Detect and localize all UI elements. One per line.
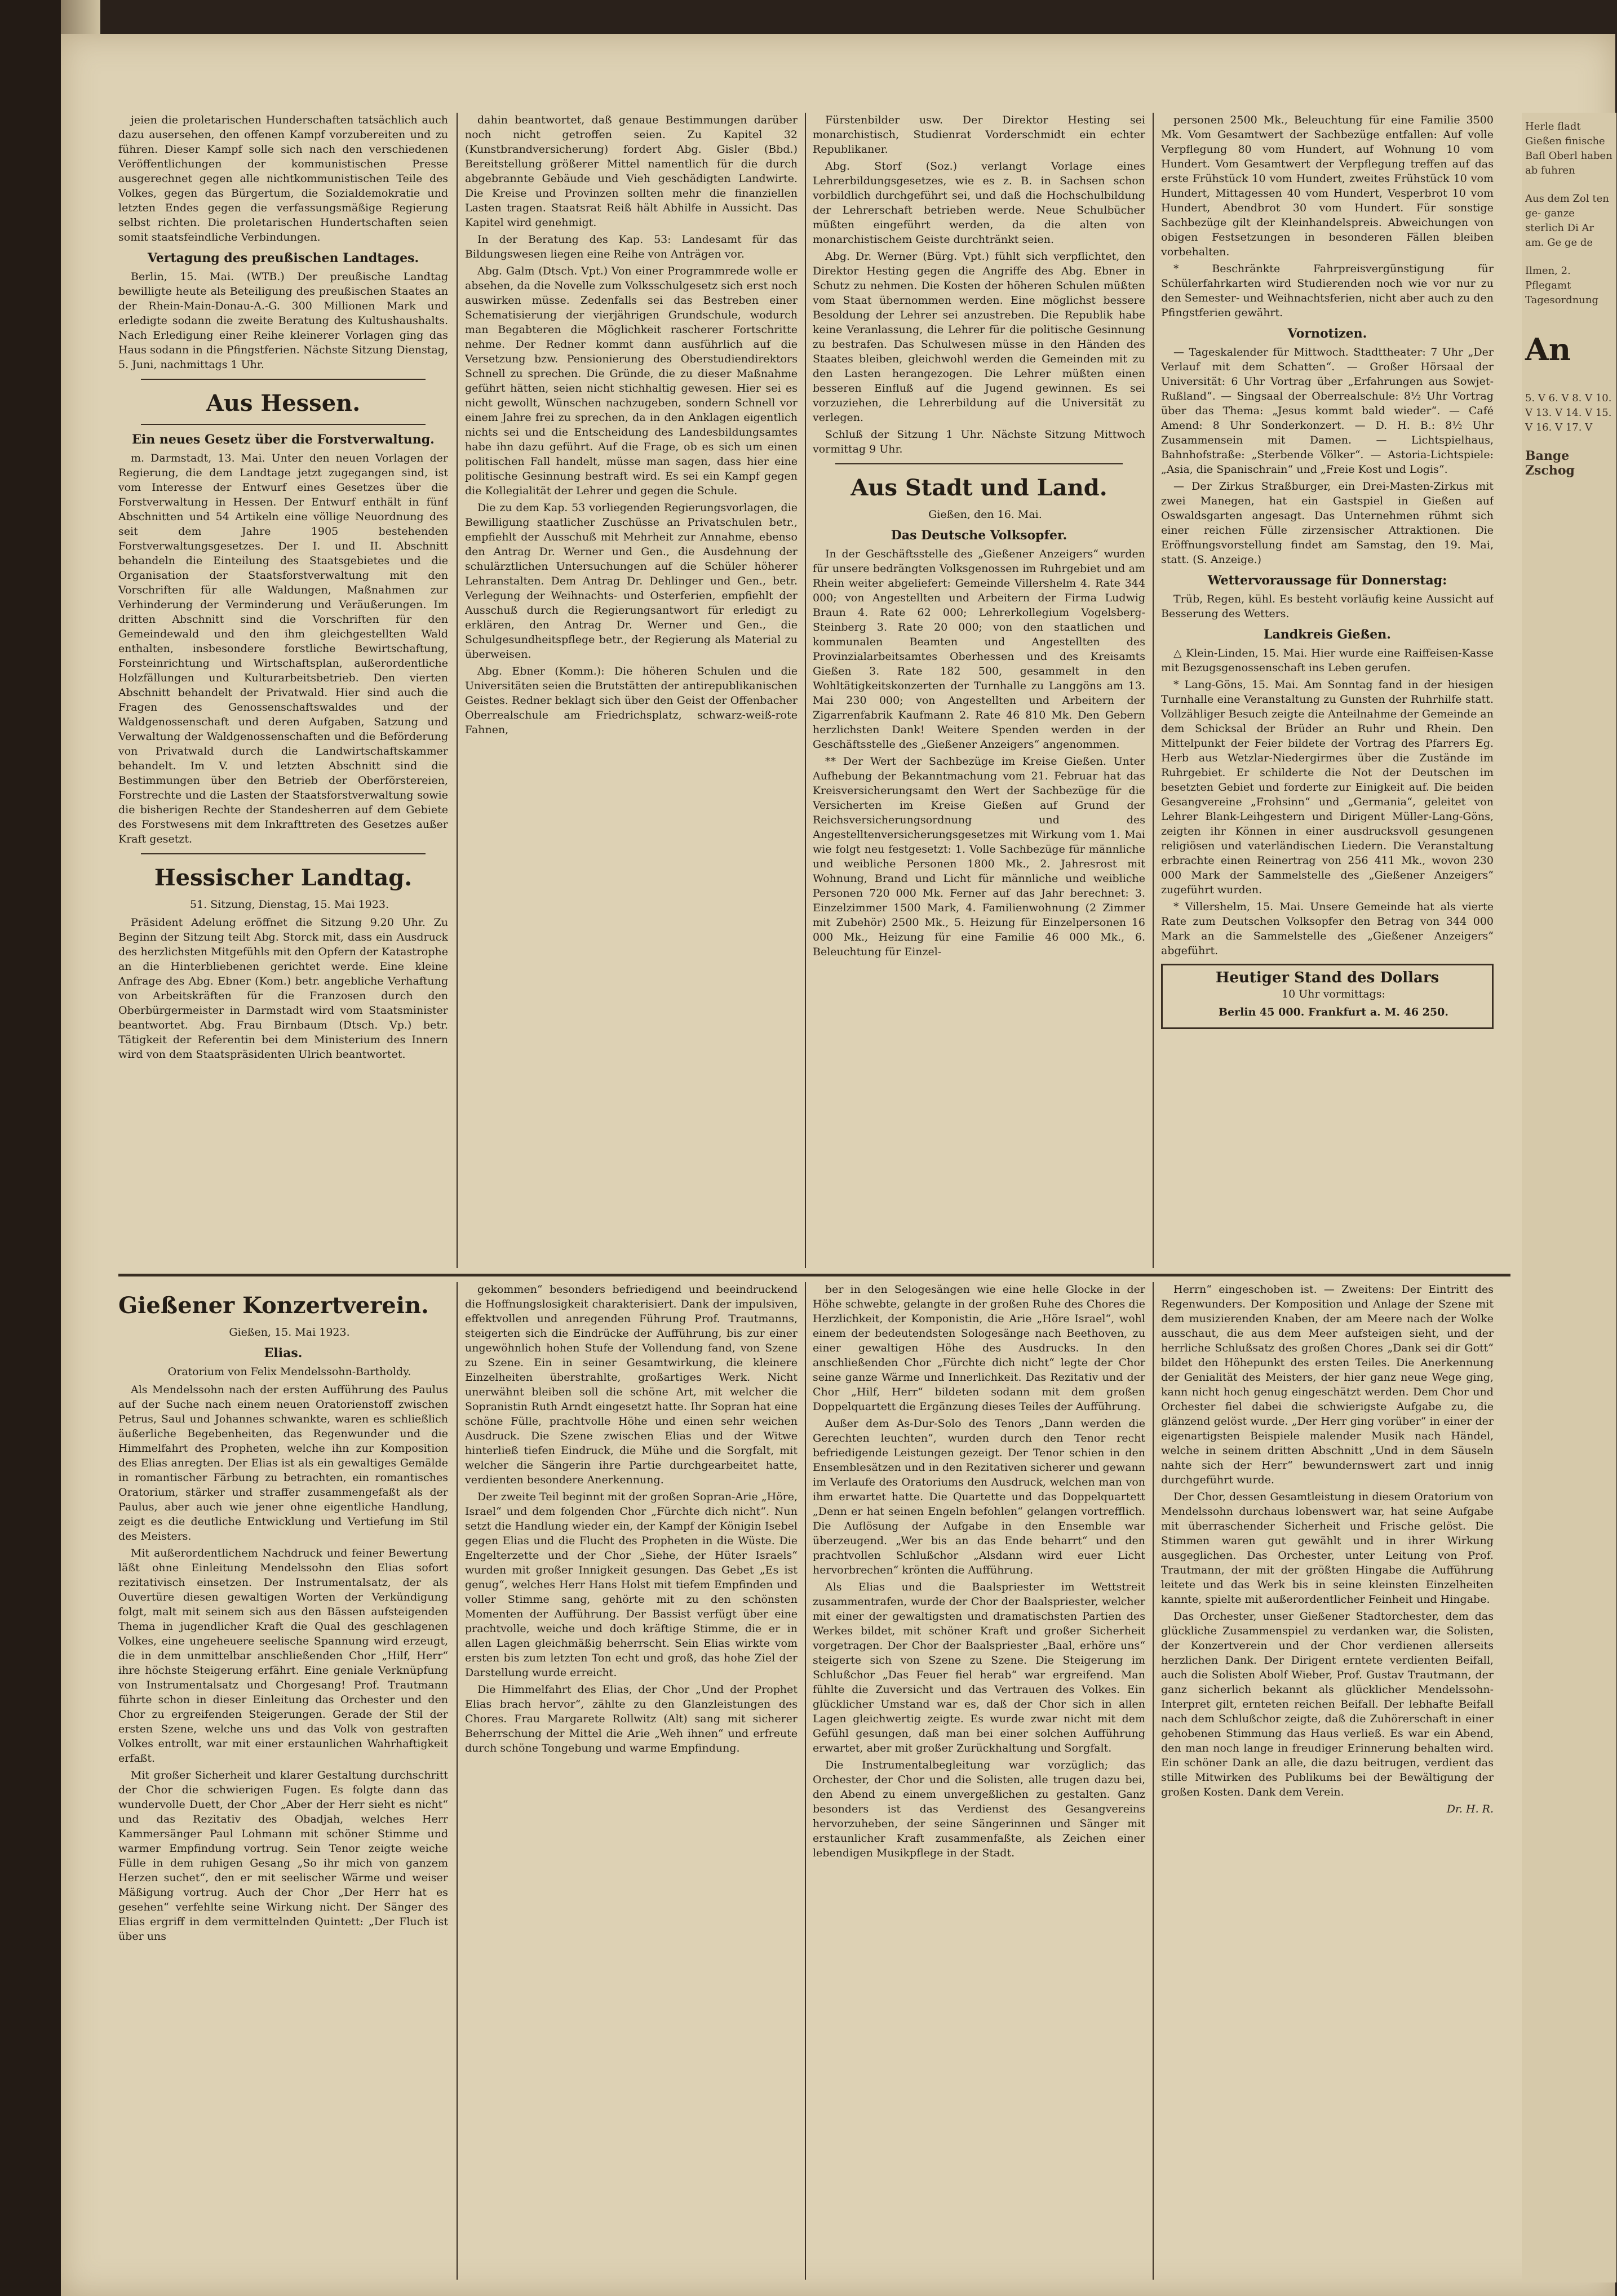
article-wetter: Trüb, Regen, kühl. Es besteht vorläufig keine Aussicht auf Besserung des Wetters.	[1161, 593, 1494, 620]
top-column-1	[118, 113, 448, 1268]
article-sachbezuege: ** Der Wert der Sachbezüge im Kreise Gießen. Unter Aufhebung der Bekanntmachung vom 21. Februar hat das Kreisversicherungsamt den Wert der Sachbezüge für die Versicherten im Kreise Gießen auf Grund der Reichsversicherungsordnung und des Angestelltenversicherungsgesetzes mit Wirkung vom 1. Mai wie folgt neu festgesetzt: 1. Volle Sachbezüge für männliche und weibliche Personen 1800 Mk., 2. Jahresrost mit Wohnung, Brand und Licht für männliche und weibliche Personen 720 000 Mk. Ferner auf das Jahr berechnet: 3. Einzelzimmer 1500 Mark, 4. Familienwohnung (2 Zimmer mit Zubehör) 2500 Mk., 5. Heizung für Einzelpersonen 16 000 Mk., Heizung für eine Familie 46 000 Mk., 6. Beleuchtung für Einzel-	[813, 755, 1145, 958]
review-paragraph-5: Der zweite Teil beginnt mit der großen Sopran-Arie „Höre, Israel“ und dem folgenden Chor „Fürchte dich nicht“. Nun setzt die Handlung wieder ein, der Kampf der Königin Isebel gegen Elias und die Flucht des Propheten in die Wüste. Die Engelterzette und der Chor „Siehe, der Hüter Israels“ wurden mit großer Innigkeit gesungen. Das Gebet „Es ist genug“, welches Herr Hans Holst mit tiefem Empfinden und voller Stimme sang, gehörte mit zu den schönsten Momenten der Aufführung. Der Bassist verfügt über eine prachtvolle, weiche und doch kräftige Stimme, die er in allen Lagen gleichmäßig beherrscht. Sein Elias wirkte vom ersten bis zum letzten Ton echt und groß, das hohe Ziel der Darstellung wurde erreicht.	[465, 1491, 798, 1679]
section-title-stadt-und-land: Aus Stadt und Land.	[850, 475, 1107, 501]
adjacent-text-2: Aus dem Zol ten ge- ganze sterlich Di Ar am. Ge ge de	[1525, 193, 1609, 249]
bottom-column-4	[1161, 1282, 1494, 2280]
divider	[835, 463, 1123, 464]
article-tageskalender: — Tageskalender für Mittwoch. Stadttheater: 7 Uhr „Der Verlauf mit dem Schatten“. — Großer Hörsaal der Universität: 6 Uhr Vortrag über „Erfahrungen aus Sowjet-Rußland“. — Singsaal der Oberrealschule: 8½ Uhr Vortrag über das Thema: „Jesus kommt bald wieder“. — Café Amend: 8 Uhr Sonderkonzert. — D. H. B.: 8½ Uhr Zusammensein mit Damen. — Lichtspielhaus, Bahnhofstraße: „Sterbende Völker“. — Astoria-Lichtspiele: „Asia, die Spanischrain“ und „Freie Kost und Logis“.	[1161, 346, 1494, 476]
heading-landkreis: Landkreis Gießen.	[1264, 627, 1391, 642]
article-landtag-cont-2: In der Beratung des Kap. 53: Landesamt für das Bildungswesen liegen eine Reihe von Anträgen vor.	[465, 233, 798, 260]
review-paragraph-6: Die Himmelfahrt des Elias, der Chor „Und der Prophet Elias brach hervor“, zählte zu den Glanzleistungen des Chores. Frau Margarete Rollwitz (Alt) sang mit sicherer Beherrschung der Mittel die Arie „Weh ihnen“ und erfreute durch schöne Tongebung und warme Empfindung.	[465, 1683, 798, 1754]
heading-vertagung: Vertagung des preußischen Landtages.	[147, 251, 419, 265]
bottom-column-2	[465, 1282, 798, 2280]
column-rule	[457, 113, 458, 1268]
bottom-column-1	[118, 1282, 448, 2280]
column-rule	[805, 113, 806, 1268]
section-separator	[118, 1274, 1510, 1276]
article-klein-linden: △ Klein-Linden, 15. Mai. Hier wurde eine Raiffeisen-Kasse mit Bezugsgenossenschaft ins Leben gerufen.	[1161, 647, 1494, 674]
review-paragraph-1: Als Mendelssohn nach der ersten Aufführung des Paulus auf der Suche nach einem neuen Oratorienstoff zwischen Petrus, Saul und Johannes schwankte, waren es schließlich äußerliche Begebenheiten, das Regenwunder und die Himmelfahrt des Propheten, welche ihn zur Komposition des Elias anregten. Der Elias ist als ein gewaltiges Gemälde in romantischer Färbung zu betrachten, ein romantisches Oratorium, stärker und straffer zusammengefaßt als der Paulus, aber auch wie jener ohne eigentliche Handlung, zeigt es die deutliche Entwicklung und Vertiefung im Stil des Meisters.	[118, 1384, 448, 1543]
article-landtag-cont-1: dahin beantwortet, daß genaue Bestimmungen darüber noch nicht getroffen seien. Zu Kapitel 32 (Kunstbrandversicherung) fordert Abg. Gisler (Bbd.) Bereitstellung größerer Mittel namentlich für die durch abgebrannte Gebäude und Vieh geschädigten Landwirte. Die Kreise und Provinzen sollten mehr die finanziellen Lasten tragen. Staatsrat Reiß hält Abhilfe in Aussicht. Das Kapitel wird genehmigt.	[465, 114, 798, 229]
article-hundertschaften-end: jeien die proletarischen Hunderschaften tatsächlich auch dazu ausersehen, den offenen Kampf vorzubereiten und zu führen. Dieser Kampf solle sich nach den verschiedenen Veröffentlichungen der kommunistischen Presse ausgerechnet gegen alle nichtkommunistischen Teile des Volkes, gegen das Bürgertum, die Sozialdemokratie und letzten Endes gegen die verfassungsmäßige Regierung selbst richten. Die proletarischen Hundertschaften seien somit staatsfeindliche Verbindungen.	[118, 114, 448, 243]
dollar-subtitle: 10 Uhr vormittags:	[1282, 988, 1385, 1000]
dollar-values: Berlin 45 000. Frankfurt a. M. 46 250.	[1219, 1006, 1448, 1018]
heading-vornotizen: Vornotizen.	[1287, 326, 1367, 341]
section-title-hessischer-landtag: Hessischer Landtag.	[154, 865, 413, 891]
divider	[141, 853, 426, 854]
review-paragraph-13: Das Orchester, unser Gießener Stadtorchester, dem das glückliche Zusammenspiel zu verdanken war, die Solisten, der Konzertverein und der Chor verdienen allerseits herzlichen Dank. Der Dirigent erntete verdienten Beifall, auch die Solisten Abolf Wieber, Prof. Gustav Trautmann, der ganz sicherlich bekannt als glücklicher Mendelssohn-Interpret gilt, ernteten reichen Beifall. Der lebhafte Beifall nach dem Schlußchor zeigte, daß die Zuhörerschaft in einer gehobenen Stimmung das Haus verließ. Es war ein Abend, den man noch lange in freudiger Erinnerung behalten wird. Ein schöner Dank an alle, die dazu beitrugen, verdient das stille Mitwirken des Publikums bei der Bewältigung der großen Kosten. Dank dem Verein.	[1161, 1610, 1494, 1798]
adjacent-text-4: 5. V 6. V 8. V 10. V 13. V 14. V 15. V 16. V 17. V	[1525, 392, 1612, 433]
article-zirkus: — Der Zirkus Straßburger, ein Drei-Masten-Zirkus mit zwei Manegen, hat ein Gastspiel in Gießen auf Oswaldsgarten angesagt. Das Unternehmen rühmt sich einer reichen Fülle zirzensischer Attraktionen. Die Eröffnungsvorstellung findet am Samstag, den 19. Mai, statt. (S. Anzeige.)	[1161, 480, 1494, 566]
adjacent-text-5: Bange Zschog	[1525, 449, 1575, 478]
heading-volksopfer: Das Deutsche Volksopfer.	[891, 528, 1067, 543]
adjacent-heading: An	[1525, 331, 1571, 367]
article-fahrpreis: * Beschränkte Fahrpreisvergünstigung für Schülerfahrkarten wird Studierenden noch wie vor nur zu den Semester- und Weihnachtsferien, nicht aber auch zu den Pfingstferien gewährt.	[1161, 263, 1494, 319]
article-landtag-start: Präsident Adelung eröffnet die Sitzung 9.20 Uhr. Zu Beginn der Sitzung teilt Abg. Storck mit, dass ein Ausdruck des herzlichsten Mitgefühls mit den Opfern der Katastrophe an die Hinterbliebenen gerichtet werde. Eine kleine Anfrage des Abg. Ebner (Kom.) betr. angebliche Verhaftung von Arbeitskräften für die Franzosen durch den Oberbürgermeister in Darmstadt wird vom Staatsminister beantwortet. Abg. Frau Birnbaum (Dtsch. Vp.) betr. Tätigkeit der Referentin bei dem Ministerium des Innern wird von dem Staatspräsidenten Ulrich beantwortet.	[118, 916, 448, 1061]
adjacent-page-strip	[1522, 113, 1616, 2282]
divider	[141, 379, 426, 380]
review-paragraph-9: Als Elias und die Baalspriester im Wettstreit zusammentrafen, wurde der Chor der Baalspriester, welcher mit einer der gewaltigsten und dramatischsten Partien des Werkes bildet, mit schöner Kraft und großer Sicherheit vorgetragen. Der Chor der Baalspriester „Baal, erhöre uns“ steigerte sich von Szene zu Szene. Die Steigerung im Schlußchor „Das Feuer fiel herab“ war ergreifend. Man fühlte die Zuversicht und das Vertrauen des Volkes. Ein glücklicher Umstand war es, daß der Chor sich in allen Lagen gleichwertig zeigte. Es wurde zwar nicht mit dem Gefühl gesungen, daß man bei einer solchen Aufführung erwartet, aber mit großer Zurückhaltung und Sorgfalt.	[813, 1581, 1145, 1754]
review-paragraph-11: Herrn“ eingeschoben ist. — Zweitens: Der Eintritt des Regenwunders. Der Komposition und Anlage der Szene mit dem musizierenden Knaben, der am Meere nach der Wolke ausschaut, die aus dem Meer aufsteigen sieht, und der herrliche Schlußsatz des großen Chores „Dank sei dir Gott“ bildet den Höhepunkt des ersten Teiles. Die Anerkennung der Genialität des Meisters, der hier ganz neue Wege ging, kann nicht hoch genug eingeschätzt werden. Dem Chor und Orchester fiel dabei die schwierigste Aufgabe zu, die glänzend gelöst wurde. „Der Herr ging vorüber“ in einer der eigenartigsten Beispiele malender Musik nach Händel, welche in seinem dritten Abschnitt „Und in dem Säuseln nahte sich der Herr“ bewundernswert zart und innig durchgeführt wurde.	[1161, 1283, 1494, 1486]
adjacent-text-3: Ilmen, 2. Pflegamt Tagesordnung	[1525, 265, 1599, 306]
dateline: Gießen, 15. Mai 1923.	[229, 1326, 350, 1338]
bottom-column-3	[813, 1282, 1145, 2280]
review-paragraph-3: Mit großer Sicherheit und klarer Gestaltung durchschritt der Chor die schwierigen Fugen. Es folgte dann das wundervolle Duett, der Chor „Aber der Herr sieht es nicht“ und das Rezitativ des Obadjah, welches Herr Kammersänger Paul Lohmann mit schöner Stimme und warmer Empfindung vortrug. Sein Tenor zeigte weiche Fülle in dem ruhigen Gesang „So ihr mich von ganzem Herzen suchet“, den er mit seelischer Wärme und weiser Mäßigung vortrug. Auch der Chor „Der Herr hat es gesehen“ verfehlte seine Wirkung nicht. Der Sänger des Elias ergriff in dem vermittelnden Quintett: „Der Fluch ist über uns	[118, 1769, 448, 1943]
review-signature: Dr. H. R.	[1446, 1803, 1494, 1815]
dark-background-edge	[0, 0, 61, 2296]
article-lang-goens: * Lang-Göns, 15. Mai. Am Sonntag fand in der hiesigen Turnhalle eine Veranstaltung zu Gunsten der Ruhrhilfe statt. Vollzähliger Besuch zeigte die Anteilnahme der Gemeinde an dem Schicksal der Brüder an Ruhr und Rhein. Den Mittelpunkt der Feier bildete der Vortrag des Pfarrers Eg. Herb aus Wetzlar-Niedergirmes über die Zustände im Ruhrgebiet. Er schilderte die Not der Deutschen im besetzten Gebiet und forderte zur Einigkeit auf. Die beiden Gesangvereine „Frohsinn“ und „Germania“, geleitet von Lehrer Blank-Leihgestern und Dirigent Müller-Lang-Göns, zeigten ihr Können in einer ausdrucksvoll gesungenen religiösen und vaterländischen Liedern. Die Veranstaltung erbrachte einen Reinertrag von 256 411 Mk., wovon 230 000 Mark der Sammelstelle des „Gießener Anzeigers“ zugeführt wurden.	[1161, 679, 1494, 896]
article-landtag-cont-3: Abg. Galm (Dtsch. Vpt.) Von einer Programmrede wolle er absehen, da die Novelle zum Volksschulgesetz sich erst noch auswirken müsse. Zedenfalls sei das Bestreben einer Schematisierung der vierjährigen Grundschule, wodurch man Begabteren die Möglichkeit rascherer Fortschritte nehme. Der Redner kommt dann ausführlich auf die Versetzung bzw. Pensionierung des Oberstudiendirektors Schnell zu sprechen. Die Gründe, die zu dieser Maßnahme geführt hätten, seien nicht stichhaltig gewesen. Hier sei es nicht gewollt, Wünschen nachzugeben, sondern Schnell vor einem Jahre frei zu sprechen, da in den Anklagen eigentlich nichts sei und die Entscheidung des Landesbildungsamtes habe ihn dazu geführt. Auf die Frage, ob es sich um einen politischen Fall handelt, müsse man sagen, dass hier eine politische Gesinnung bestraft wird. Es sei ein Kampf gegen die Kollegialität der Lehrer und gegen die Schule.	[465, 265, 798, 497]
heading-wetter: Wettervoraussage für Donnerstag:	[1207, 573, 1447, 588]
article-landtag-cont-7: Abg. Storf (Soz.) verlangt Vorlage eines Lehrerbildungsgesetzes, wie es z. B. in Sachsen schon vorbildlich durchgeführt sei, und daß die Hochschulbildung der Lehrerschaft betrieben werde. Neue Schulbücher müßten eingeführt werden, da die alten von monarchistischem Geiste durchtränkt seien.	[813, 160, 1145, 246]
top-column-4	[1161, 113, 1494, 1268]
dollar-box	[1161, 964, 1494, 1029]
session-line: 51. Sitzung, Dienstag, 15. Mai 1923.	[189, 898, 389, 911]
divider	[141, 424, 426, 425]
article-sachbezuege-cont: personen 2500 Mk., Beleuchtung für eine Familie 3500 Mk. Vom Gesamtwert der Sachbezüge entfallen: Auf volle Verpflegung 80 vom Hundert, auf Wohnung 10 vom Hundert. Vom Gesamtwert der Verpflegung treffen auf das erste Frühstück 10 vom Hundert, zweites Frühstück 10 vom Hundert, Mittagessen 40 vom Hundert, Vesperbrot 10 vom Hundert, Abendbrot 30 vom Hundert. Für sonstige Sachbezüge gilt der Kleinhandelspreis. Abweichungen von obigen Festsetzungen in besonderen Fällen bleiben vorbehalten.	[1161, 114, 1494, 258]
adjacent-text-1: Herle fladt Gießen finische Bafl Oberl haben ab fuhren	[1525, 121, 1612, 176]
session-close: Schluß der Sitzung 1 Uhr. Nächste Sitzung Mittwoch vormittag 9 Uhr.	[813, 428, 1145, 455]
section-title-aus-hessen: Aus Hessen.	[206, 390, 361, 416]
oratorium-subtitle: Oratorium von Felix Mendelssohn-Bartholdy.	[167, 1366, 411, 1378]
column-rule	[1153, 1282, 1154, 2280]
newspaper-content	[118, 113, 1510, 2282]
column-rule	[457, 1282, 458, 2280]
review-paragraph-10: Die Instrumentalbegleitung war vorzüglich; das Orchester, der Chor und die Solisten, alle trugen dazu bei, den Abend zu einem unvergeßlichen zu gestalten. Ganz besonders ist das Verdienst des Gesangvereins hervorzuheben, der seine Sängerinnen und Sänger mit erstaunlicher Kraft zusammenfaßte, als Zeichen einer lebendigen Musikpflege in der Stadt.	[813, 1759, 1145, 1859]
article-vertagung: Berlin, 15. Mai. (WTB.) Der preußische Landtag bewilligte heute als Beteiligung des preußischen Staates an der Rhein-Main-Donau-A.-G. 300 Millionen Mark und erledigte sodann die zweite Beratung des Kultushaushalts. Nach Erledigung einer Reihe kleinerer Vorlagen ging das Haus sodann in die Pfingstferien. Nächste Sitzung Dienstag, 5. Juni, nachmittags 1 Uhr.	[118, 271, 448, 371]
column-rule	[1153, 113, 1154, 1268]
heading-forstverwaltung: Ein neues Gesetz über die Forstverwaltung.	[132, 432, 435, 447]
review-paragraph-7: ber in den Selogesängen wie eine helle Glocke in der Höhe schwebte, gelangte in der großen Ruhe des Chores die Herzlichkeit, der Komponistin, die Arie „Höre Israel“, wohl einem der bedeutendsten Sologesänge nach Beethoven, zu einer gewaltigen Höhe des Ausdrucks. In den anschließenden Chor „Fürchte dich nicht“ legte der Chor seine ganze Wärme und Innerlichkeit. Das Rezitativ und der Chor „Hilf, Herr“ bildeten sodann mit dem großen Doppelquartett die Ergänzung dieses Teiles der Aufführung.	[813, 1283, 1145, 1413]
review-paragraph-4: gekommen“ besonders befriedigend und beeindruckend die Hoffnungslosigkeit charakterisiert. Dank der impulsiven, effektvollen und anregenden Führung Prof. Trautmanns, steigerten sich die Eindrücke der Aufführung, bis zur einer ungewöhnlich hohen Stufe der Vollendung fand, von Szene zu Szene. Ein in seiner Gesamtwirkung, die kleinere Einzelheiten überstrahlte, großartiges Werk. Nicht unerwähnt bleiben soll die schöne Art, mit welcher die Sopranistin Ruth Arndt eingesetzt hatte. Ihr Sopran hat eine schöne Fülle, prachtvolle Höhe und einen sehr weichen Ausdruck. Die Szene zwischen Elias und der Witwe hinterließ tiefen Eindruck, die Mühe und die Sorgfalt, mit welcher die Sängerin ihre Partie durchgearbeitet hatte, verdienten besondere Anerkennung.	[465, 1283, 798, 1486]
article-volksopfer: In der Geschäftsstelle des „Gießener Anzeigers“ wurden für unsere bedrängten Volksgenossen im Ruhrgebiet und am Rhein weiter abgeliefert: Gemeinde Villershelm 4. Rate 344 000; von Angestellten und Arbeitern der Firma Ludwig Braun 4. Rate 62 000; Lehrerkollegium Vogelsberg-Steinberg 3. Rate 20 000; von den staatlichen und kommunalen Beamten und Angestellten des Provinzialarbeitsamtes Oberhessen und des Kreisamts Gießen 3. Rate 182 500, gesammelt in den Wohltätigkeitskonzerten der Turnhalle zu Langgöns am 13. Mai 230 000; von Angestellten und Arbeitern der Zigarrenfabrik Kaufmann 2. Rate 46 810 Mk. Den Gebern herzlichsten Dank! Weitere Spenden werden in der Geschäftsstelle des „Gießener Anzeigers“ angenommen.	[813, 548, 1145, 751]
column-rule	[805, 1282, 806, 2280]
review-paragraph-12: Der Chor, dessen Gesamtleistung in diesem Oratorium von Mendelssohn durchaus lobenswert war, hat seine Aufgabe mit überraschender Sicherheit und Frische gelöst. Die Stimmen waren gut gewählt und in ihrer Wirkung ausgeglichen. Das Orchester, unter Leitung von Prof. Trautmann, der mit der größten Hingabe die Aufführung leitete und das Werk bis in seine kleinsten Einzelheiten kannte, spielte mit außerordentlicher Feinheit und Hingabe.	[1161, 1491, 1494, 1606]
article-landtag-cont-5: Abg. Ebner (Komm.): Die höheren Schulen und die Universitäten seien die Brutstätten der antirepublikanischen Geistes. Redner beklagt sich über den Geist der Offenbacher Oberrealschule am Friedrichsplatz, schwarz-weiß-rote Fahnen,	[465, 665, 798, 736]
article-landtag-cont-6: Fürstenbilder usw. Der Direktor Hesting sei monarchistisch, Studienrat Vorderschmidt ein echter Republikaner.	[813, 114, 1145, 156]
top-column-2	[465, 113, 798, 1268]
article-landtag-cont-8: Abg. Dr. Werner (Bürg. Vpt.) fühlt sich verpflichtet, den Direktor Hesting gegen die Angriffe des Abg. Ebner in Schutz zu nehmen. Die Kosten der höheren Schulen müßten vom Staat übernommen werden. Eine möglichst bessere Besoldung der Lehrer sei anzustreben. Die Republik habe keine Veranlassung, die Lehrer für die politische Gesinnung zu bestrafen. Das Schulwesen müsse in den Händen des Staates bleiben, gleichwohl werden die Gemeinden mit zu den Lasten herangezogen. Die Lehrer müßten einen besseren Einfluß auf die Jugend gewinnen. Es sei vorzuziehen, die Lehrerbildung auf die Universität zu verlegen.	[813, 250, 1145, 424]
review-paragraph-2: Mit außerordentlichem Nachdruck und feiner Bewertung läßt ohne Einleitung Mendelssohn den Elias sofort rezitativisch einsetzen. Der Instrumentalsatz, der als Ouvertüre diesen gewaltigen Worten der Verkündigung folgt, malt mit seinem sich aus den Bässen aufsteigenden Thema in jugendlicher Kraft die Qual des geschlagenen Volkes, eine ungeheuere seelische Spannung wird erzeugt, die in dem unmittelbar anschließenden Chor „Hilf, Herr“ ihre höchste Steigerung erfährt. Eine geniale Verknüpfung von Instrumentalsatz und Chorgesang! Prof. Trautmann führte schon in dieser Einleitung das Orchester und den Chor zu ergreifenden Steigerungen. Gerade der Stil der ersten Szene, welche uns und das Volk von gestraften Volkes entrollt, war mit einer erstaunlichen Wahrhaftigkeit erfaßt.	[118, 1547, 448, 1765]
article-landtag-cont-4: Die zu dem Kap. 53 vorliegenden Regierungsvorlagen, die Bewilligung staatlicher Zuschüsse an Privatschulen betr., empfiehlt der Ausschuß mit Mehrheit zur Annahme, ebenso den Antrag Dr. Werner und Gen., die Ausdehnung der schulärztlichen Untersuchungen auf die Schüler höherer Lehranstalten. Dem Antrag Dr. Dehlinger und Gen., betr. Verlegung der Weihnachts- und Osterferien, empfiehlt der Ausschuß durch die Regierungsantwort für erledigt zu erklären, den Antrag Dr. Werner und Gen., die Schulgesundheitspflege betr., der Regierung als Material zu überweisen.	[465, 502, 798, 661]
article-villershelm: * Villershelm, 15. Mai. Unsere Gemeinde hat als vierte Rate zum Deutschen Volksopfer den Betrag von 344 000 Mark an die Sammelstelle des „Gießener Anzeigers“ abgeführt.	[1161, 901, 1494, 957]
dateline: Gießen, den 16. Mai.	[928, 508, 1042, 521]
article-forstverwaltung: m. Darmstadt, 13. Mai. Unter den neuen Vorlagen der Regierung, die dem Landtage jetzt zugegangen sind, ist vom Interesse der Entwurf eines Gesetzes über die Forstverwaltung in Hessen. Der Entwurf enthält in fünf Abschnitten und 54 Artikeln eine völlige Neuordnung des seit dem Jahre 1905 bestehenden Forstverwaltungsgesetzes. Der I. und II. Abschnitt behandeln die Einteilung des Staatsgebietes und die Organisation der Staatsforstverwaltung mit den Vorschriften für alle Waldungen, Maßnahmen zur Verhinderung der Verminderung und Veräußerungen. Im dritten Abschnitt sind die Vorschriften für den Gemeindewald und den ihm gleichgestellten Wald enthalten, insbesondere forstliche Bewirtschaftung, Forsteinrichtung und Wirtschaftsplan, außerordentliche Holzfällungen und Kulturarbeitsbetrieb. Den vierten Abschnitt behandelt der Privatwald. Hier sind auch die Fragen des Genossenschaftswaldes und der Waldgenossenschaft und deren Aufgaben, Satzung und Verwaltung der Waldgenossenschaften und die Beförderung von Privatwald durch die Landwirtschaftskammer behandelt. Im V. und letzten Abschnitt sind die Bestimmungen über den Betrieb der Oberförstereien, Forstrechte und die Lasten der Staatsforstverwaltung sowie die bisherigen Rechte der Standesherren auf dem Gebiete des Forstwesens mit dem Inkrafttreten des Gesetzes außer Kraft gesetzt.	[118, 452, 448, 845]
top-column-3	[813, 113, 1145, 1268]
section-title-konzertverein: Gießener Konzertverein.	[118, 1292, 429, 1319]
dollar-title: Heutiger Stand des Dollars	[1215, 969, 1439, 986]
heading-elias: Elias.	[264, 1346, 303, 1360]
review-paragraph-8: Außer dem As-Dur-Solo des Tenors „Dann werden die Gerechten leuchten“, wurden durch den Tenor recht befriedigende Leistungen gezeigt. Der Tenor schien in den Ensemblesätzen und in den Rezitativen sicherer und gewann im Verlaufe des Oratoriums den Ausdruck, welchen man von ihm erwartet hatte. Die Quartette und das Doppelquartett „Denn er hat seinen Engeln befohlen“ gelangen vortrefflich. Die Auflösung der Aufgabe in den Ensemble war überzeugend. „Wer bis an das Ende beharrt“ und den prachtvollen Schlußchor „Alsdann wird euer Licht hervorbrechen“ krönten die Aufführung.	[813, 1417, 1145, 1576]
